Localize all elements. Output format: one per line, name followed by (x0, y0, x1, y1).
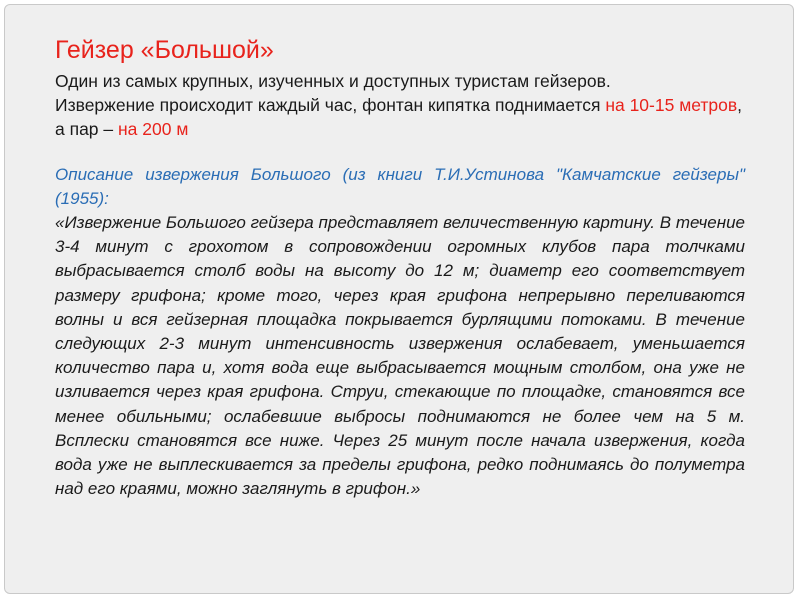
eruption-quote: «Извержение Большого гейзера представляет величественную картину. В течение 3-4 минут с грохотом в сопровождении огромных клубов пара толчками выбрасывается столб воды на высоту до 12 м; диаметр его соответствует размеру грифона; кроме того, через края грифона непрерывно переливаются волны и вся гейзерная площадка покрывается бурлящими потоками. В течение следующих 2-3 минут интенсивность извержения ослабевает, уменьшается количество пара и, хотя вода еще выбрасывается мощным столбом, она уже не изливается через края грифона. Струи, стекающие по площадке, становятся все менее обильными; ослабевшие выбросы поднимаются не более чем на 5 м. Всплески становятся все ниже. Через 25 минут после начала извержения, когда вода уже не выплескивается за пределы грифона, редко поднимаясь до полуметра над его краями, можно заглянуть в грифон.» (55, 213, 745, 499)
slide-content (55, 35, 745, 501)
intro-line-1: Один из самых крупных, изученных и доступных туристам гейзеров. (55, 71, 611, 91)
description-heading: Описание извержения Большого (из книги Т.И.Устинова "Камчатские гейзеры" (1955): (55, 165, 745, 208)
intro-paragraph (55, 69, 745, 141)
slide-title: Гейзер «Большой» (55, 36, 274, 64)
slide-frame (4, 4, 794, 594)
intro-line-2-mid: , а пар – (55, 95, 743, 139)
steam-height: на 200 м (118, 119, 189, 139)
intro-line-2-start: Извержение происходит каждый час, фонтан кипятка поднимается (55, 95, 606, 115)
fountain-height: на 10-15 метров (605, 95, 738, 115)
